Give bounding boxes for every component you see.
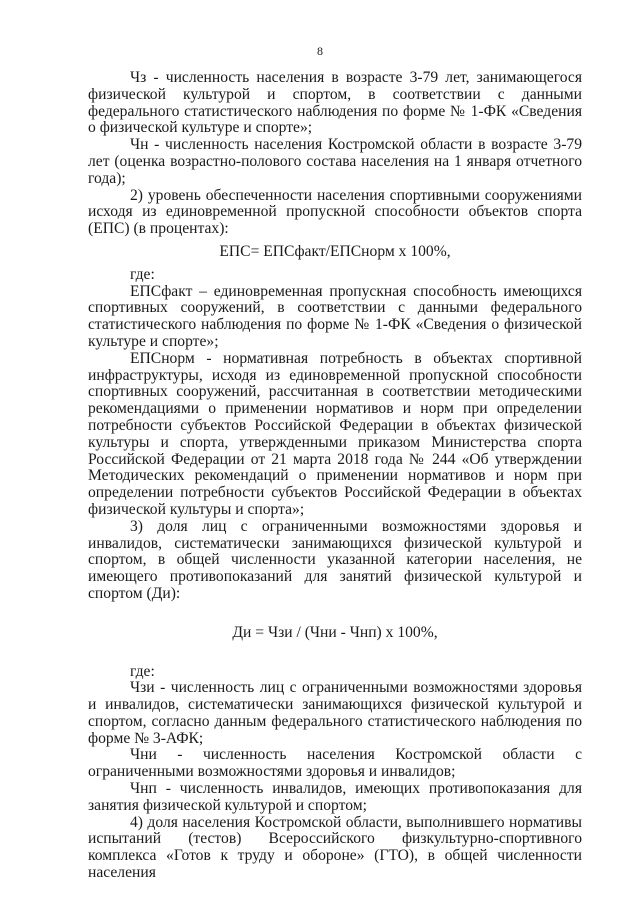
- definition-chz: Чз - численность населения в возрасте 3-79 лет, занимающегося физической культурой и спортом, в соответствии с данными федерального статистического наблюдения по форме № 1-ФК «Сведения о физической культуре и спорте»;: [88, 69, 582, 137]
- definition-chzi: Чзи - численность лиц с ограниченными возможностями здоровья и инвалидов, систематически занимающихся физической культурой и спортом, согласно данным федерального статистического наблюдения по форме № 3-АФК;: [88, 679, 582, 747]
- item-3-heading: 3) доля лиц с ограниченными возможностями здоровья и инвалидов, систематически занимающихся физической культурой и спортом, в общей численности указанной категории населения, не имеющего противопоказаний для занятий физической культурой и спортом (Ди):: [88, 517, 582, 602]
- item-4-heading: 4) доля населения Костромской области, выполнившего нормативы испытаний (тестов) Всероссийского физкультурно-спортивного комплекса «Готов к труду и обороне» (ГТО), в общей численности населения: [88, 813, 582, 882]
- where-label-2: где:: [130, 662, 155, 680]
- definition-chn: Чн - численность населения Костромской области в возрасте 3-79 лет (оценка возрастно-полового состава населения на 1 января отчетного года);: [88, 136, 582, 187]
- page-number: 8: [317, 44, 323, 58]
- formula-eps: ЕПС= ЕПСфакт/ЕПСнорм х 100%,: [219, 242, 451, 260]
- definition-eps-fact: ЕПСфакт – единовременная пропускная способность имеющихся спортивных сооружений, в соответствии с данными федерального статистического наблюдения по форме № 1-ФК «Сведения о физической культуре и спорте»;: [88, 282, 582, 350]
- document-body: [88, 70, 582, 882]
- where-label-1: где:: [130, 265, 155, 283]
- definition-chnp: Чнп - численность инвалидов, имеющих противопоказания для занятия физической культурой и спортом;: [88, 780, 582, 814]
- formula-di: Ди = Чзи / (Чни - Чнп) х 100%,: [232, 623, 438, 641]
- definition-chni: Чни - численность населения Костромской области с ограниченными возможностями здоровья и инвалидов;: [88, 746, 582, 781]
- definition-eps-norm: ЕПСнорм - нормативная потребность в объектах спортивной инфраструктуры, исходя из единовременной пропускной способности спортивных сооружений, рассчитанная в соответствии методическими рекомендациями о применении нормативов и норм при определении потребности субъектов Российской Федерации в объектах физической культуры и спорта, утвержденными приказом Министерства спорта Российской Федерации от 21 марта 2018 года № 244 «Об утверждении Методических рекомендаций о применении нормативов и норм при определении потребности субъектов Российской Федерации в объектах физической культуры и спорта»;: [88, 349, 582, 518]
- item-2-heading: 2) уровень обеспеченности населения спортивными сооружениями исходя из единовременной пропускной способности объектов спорта (ЕПС) (в процентах):: [88, 186, 582, 238]
